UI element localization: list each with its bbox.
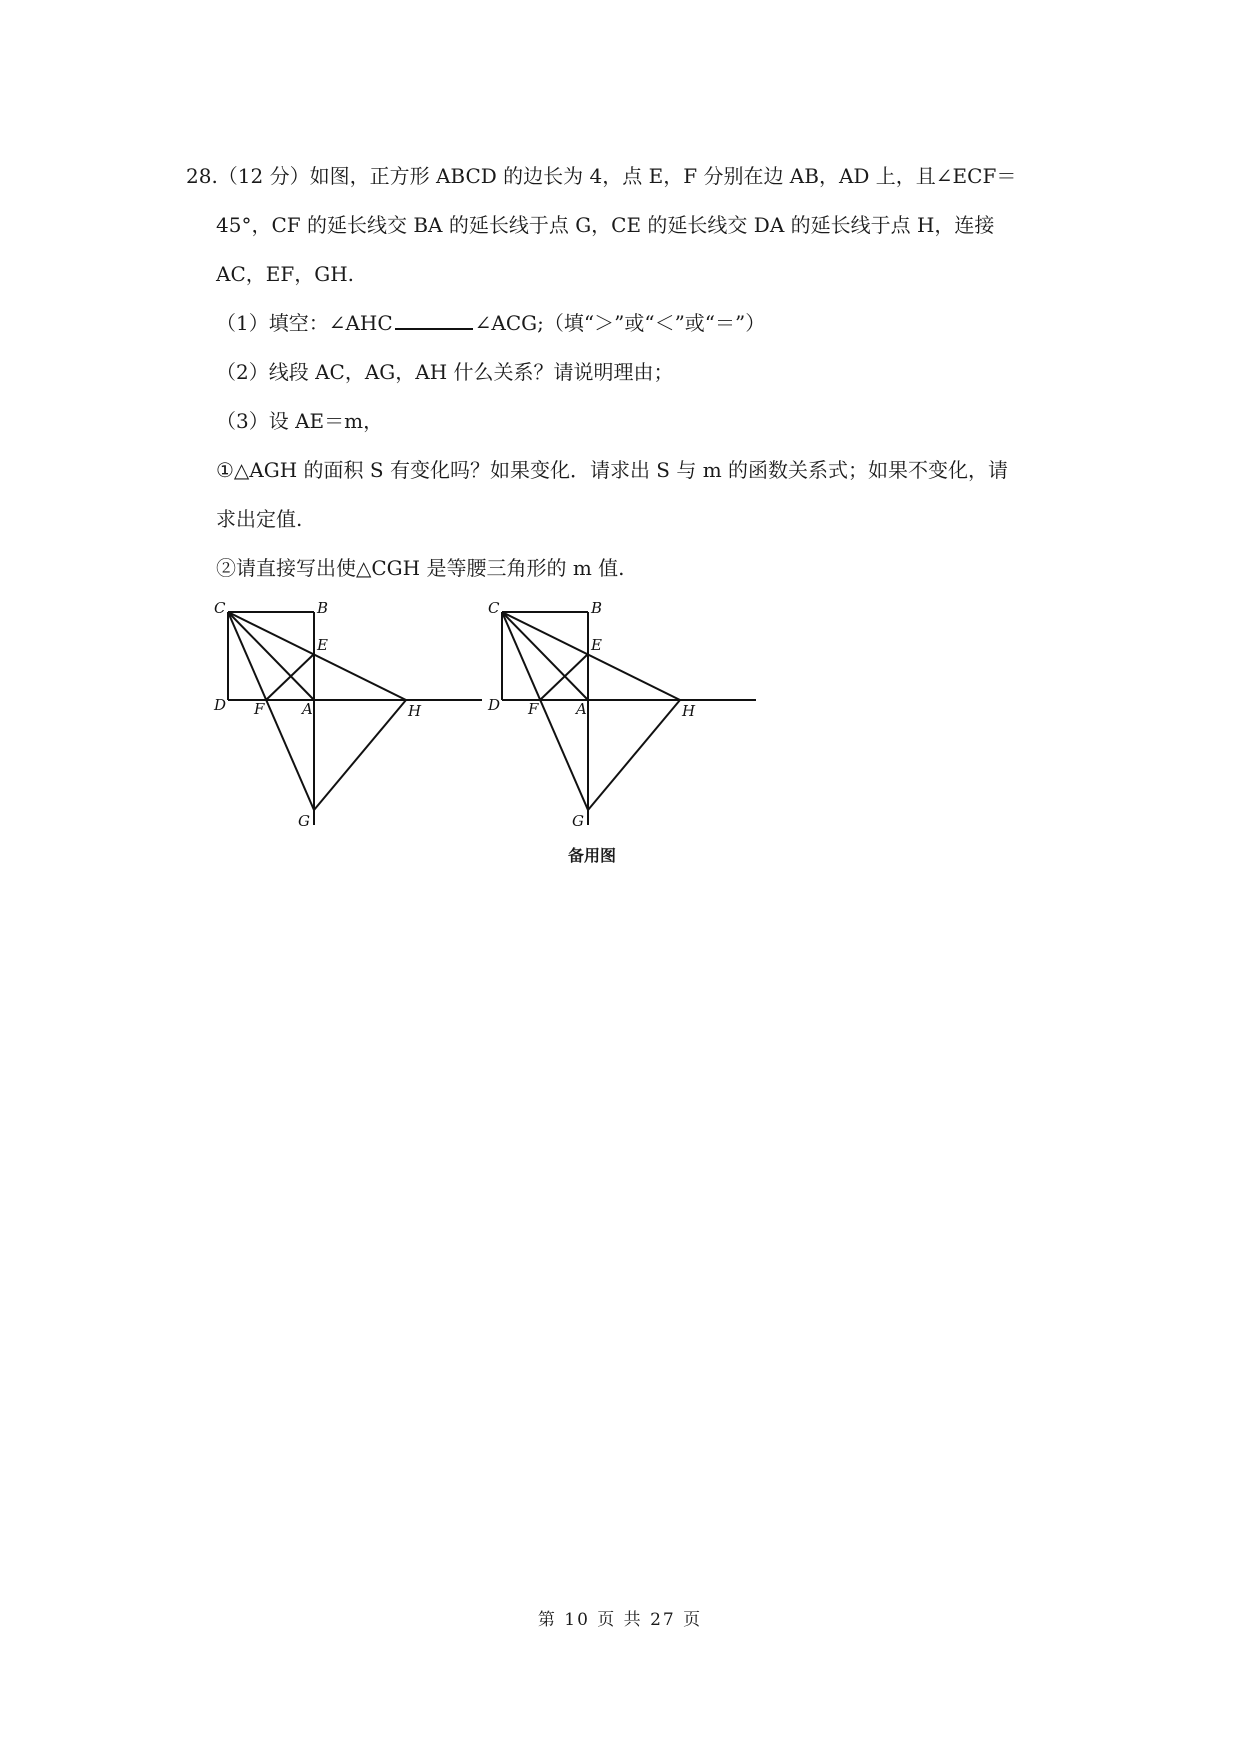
label-B: B: [317, 600, 329, 617]
sub-question-1-line-2: 求出定值.: [216, 507, 303, 531]
part-1-after: ∠ACG;（填“＞”或“＜”或“＝”）: [474, 311, 766, 335]
label-C: C: [214, 600, 226, 617]
label-A: A: [302, 700, 313, 718]
label-F: F: [254, 700, 265, 718]
answer-blank: [395, 310, 473, 330]
label-H: H: [408, 702, 422, 720]
figure-caption: 备用图: [568, 846, 617, 865]
label-G: G: [572, 812, 584, 830]
part-1-before: （1）填空：∠AHC: [216, 311, 393, 335]
label-F: F: [528, 700, 539, 718]
geometry-figure-backup: [484, 600, 764, 840]
label-E: E: [591, 636, 602, 654]
label-H: H: [682, 702, 696, 720]
label-D: D: [214, 696, 227, 714]
question-line-2: 45°，CF 的延长线交 BA 的延长线于点 G，CE 的延长线交 DA 的延长线于点 H，连接: [216, 213, 995, 237]
sub-question-1-line-1: ①△AGH 的面积 S 有变化吗？如果变化．请求出 S 与 m 的函数关系式；如果不变化，请: [216, 458, 1009, 482]
question-line-3: AC，EF，GH.: [216, 262, 354, 286]
sub-question-2: ②请直接写出使△CGH 是等腰三角形的 m 值.: [216, 556, 625, 580]
label-B: B: [591, 600, 603, 617]
question-line-1: 28.（12 分）如图，正方形 ABCD 的边长为 4，点 E，F 分别在边 AB，AD 上，且∠ECF＝: [186, 164, 1017, 188]
label-A: A: [576, 700, 587, 718]
geometry-figure-main: [210, 600, 490, 840]
part-3: （3）设 AE＝m，: [216, 409, 384, 433]
label-G: G: [298, 812, 310, 830]
part-1: [216, 309, 765, 337]
label-C: C: [488, 600, 500, 617]
label-D: D: [488, 696, 501, 714]
label-E: E: [317, 636, 328, 654]
page-footer: 第 10 页 共 27 页: [537, 1610, 703, 1630]
part-2: （2）线段 AC，AG，AH 什么关系？请说明理由；: [216, 360, 674, 384]
